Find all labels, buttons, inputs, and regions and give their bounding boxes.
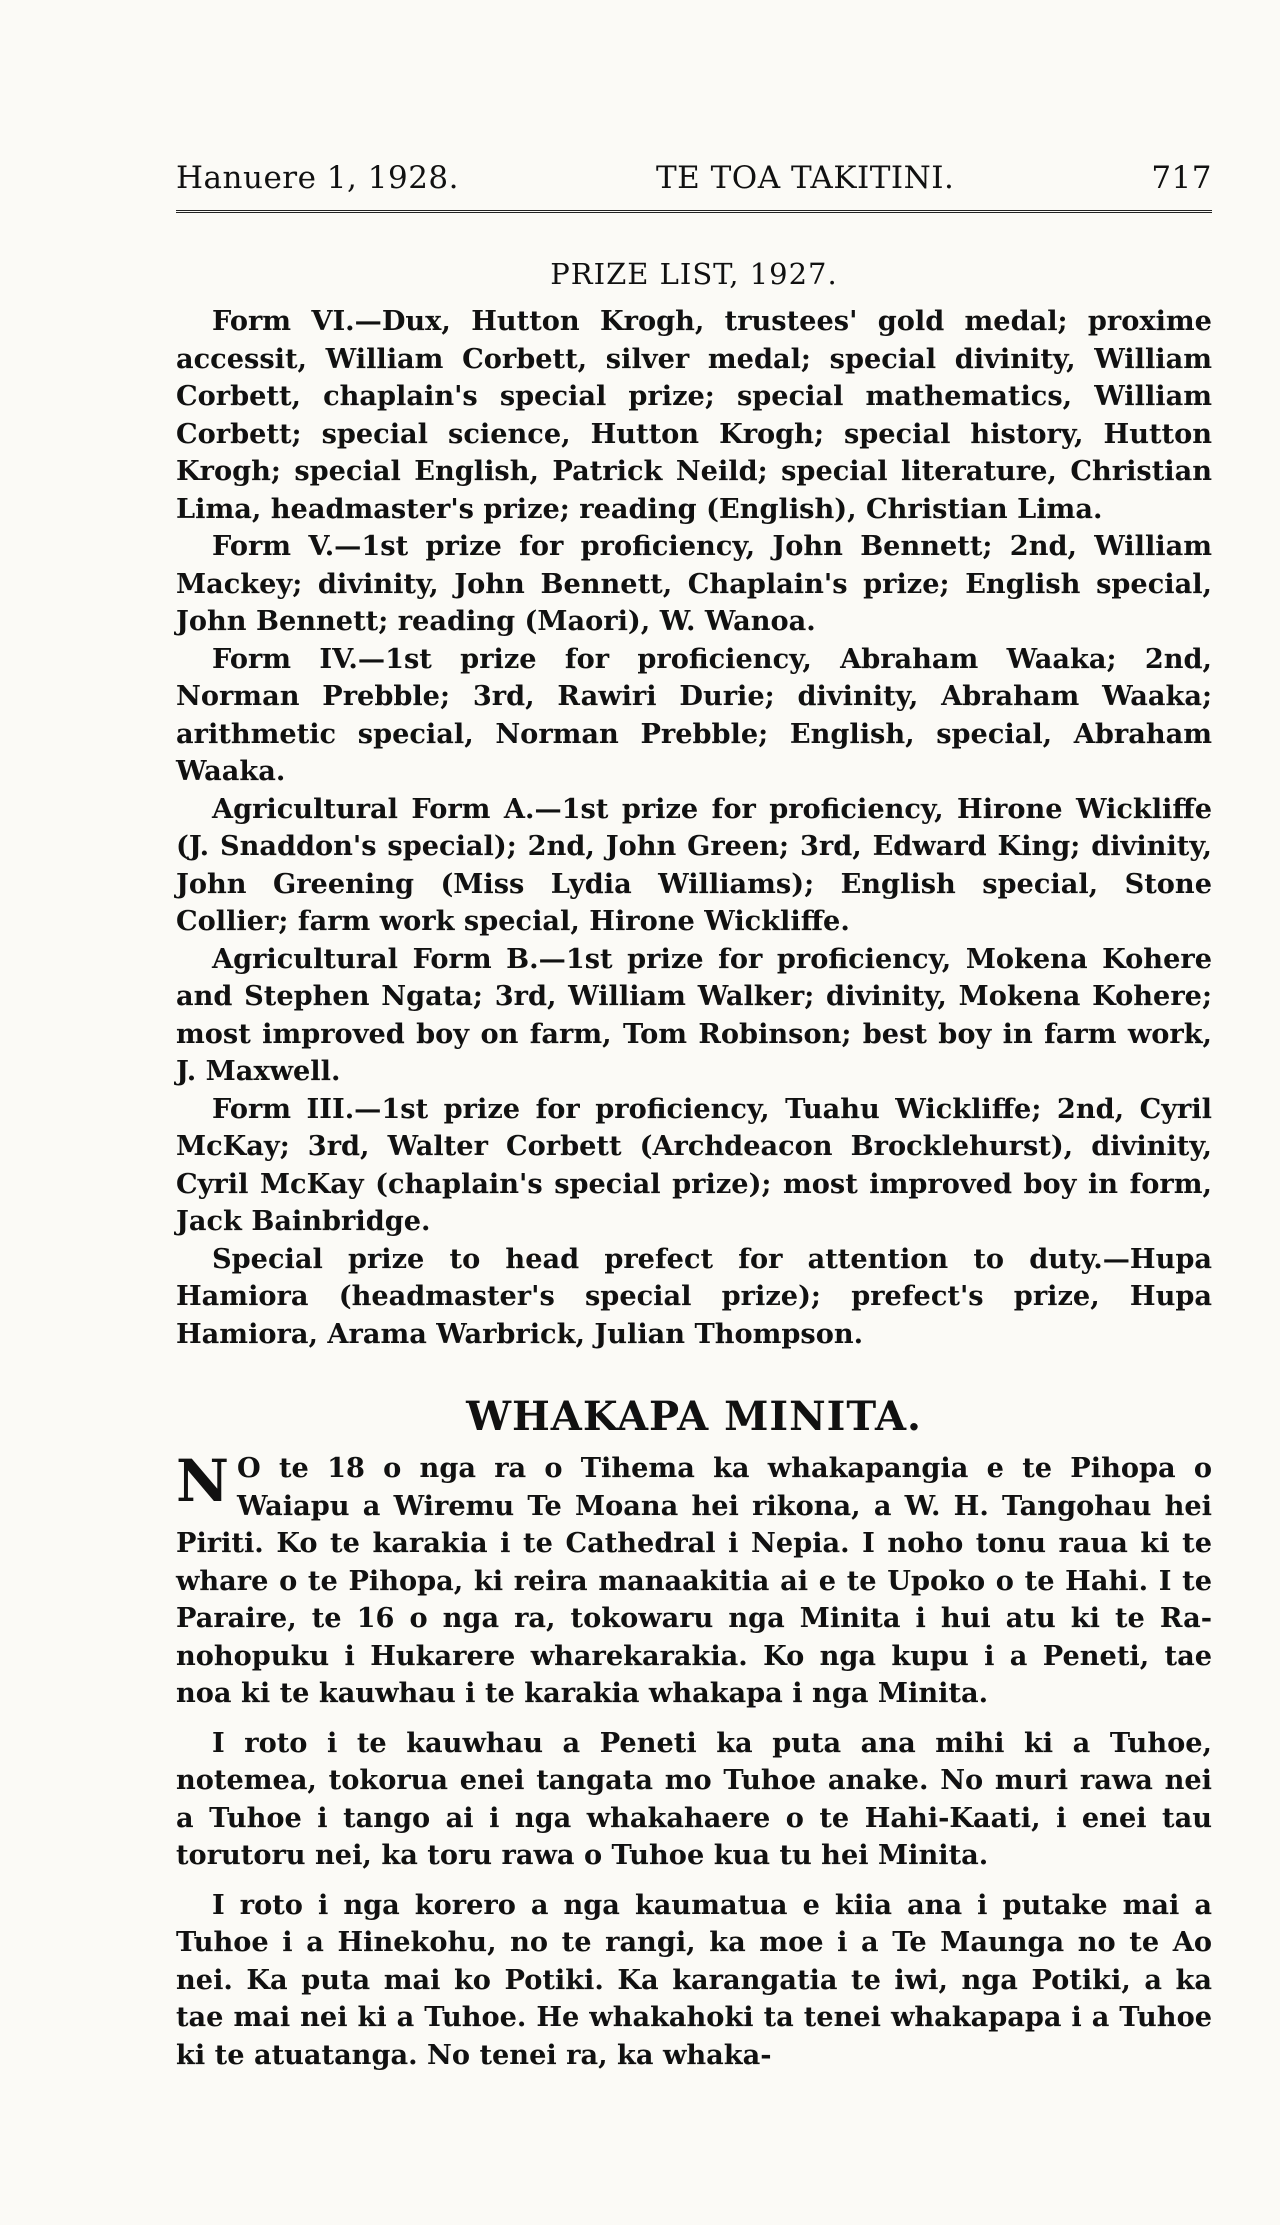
article-paragraph-1-text: O te 18 o nga ra o Tihema ka whakapangia e te Pihopa o Waiapu a Wiremu Te Moana hei rikona, a W. H. Tangohau hei Piriti. Ko te karakia i te Cathedral i Nepia. I noho tonu raua ki te whare o te Pihopa, ki reira manaakitia ai e te Upoko o te Hahi. I te Paraire, te 16 o nga ra, tokowaru nga Minita i hui atu ki te Ra- nohopuku i Hukarere wharekarakia. Ko nga kupu i a Peneti, tae noa ki te kauwhau i te karakia whakapa i nga Minita. xyxy=(176,1452,1212,1709)
article-paragraph-3-text: I roto i nga korero a nga kaumatua e kiia ana i putake mai a Tuhoe i a Hinekohu, no te rangi, ka moe i a Te Maunga no te Ao nei. Ka puta mai ko Potiki. Ka karangatia te iwi, nga Potiki, a ka tae mai nei ki a Tuhoe. He whakahoki ta tenei whakapapa i a Tuhoe ki te atuatanga. No tenei ra, ka whaka- xyxy=(176,1888,1212,2071)
form-3-label: Form III. xyxy=(212,1092,355,1125)
special-prize-paragraph xyxy=(176,1241,1212,1354)
header-page-number: 717 xyxy=(1151,160,1212,196)
form-3-text: —1st prize for proficiency, Tuahu Wickliffe; 2nd, Cyril McKay; 3rd, Walter Corbett (Archdeacon Brocklehurst), divinity, Cyril McKay (chaplain's special prize); most improved boy in form, Jack Bainbridge. xyxy=(176,1092,1212,1237)
agricultural-form-b-last-name: J. Maxwell. xyxy=(176,1055,341,1087)
page xyxy=(176,160,1212,2086)
form-6-label: Form VI. xyxy=(212,305,355,337)
drop-cap-letter: N xyxy=(176,1447,230,1515)
form-6-text: —Dux, Hutton Krogh, trustees' gold medal; proxime accessit, William Corbett, silver medal; special divinity, William Corbett, chaplain's special prize; special mathematics, William Corbett; special science, Hutton Krogh; special history, Hutton Krogh; special English, Patrick Neild; special literature, Christian Lima, headmaster's prize; reading (English), xyxy=(176,305,1212,525)
header-publication: TE TOA TAKITINI. xyxy=(655,160,955,196)
form-5-paragraph xyxy=(176,528,1212,641)
form-5-label: Form V. xyxy=(212,530,335,562)
special-prize-last-names: Arama Warbrick, Julian Thompson. xyxy=(327,1317,864,1350)
running-header xyxy=(176,160,1212,213)
agricultural-form-a-text: —1st prize for proficiency, Hirone Wickliffe (J. Snaddon's special); 2nd, John Green; 3rd, Edward King; divinity, John Greening (Miss Lydia Williams); English special, Stone Collier; farm work special, Hirone Wickliffe. xyxy=(176,792,1213,937)
agricultural-form-a-paragraph xyxy=(176,791,1212,941)
article-paragraph-1 xyxy=(176,1447,1212,1713)
agricultural-form-b-label: Agricultural Form B. xyxy=(212,942,539,975)
form-4-text: —1st prize for proficiency, Abraham Waaka; 2nd, Norman Prebble; 3rd, Rawiri Durie; divinity, Abraham Waaka; arithmetic special, Norman Prebble; English, special, Abraham Waaka. xyxy=(176,642,1212,787)
article-paragraph-2 xyxy=(176,1725,1212,1875)
special-prize-text: Special prize to head prefect for attention to duty.—Hupa Hamiora (headmaster's special prize); prefect's prize, Hupa Hamiora, xyxy=(176,1242,1212,1350)
agricultural-form-b-text: —1st prize for proficiency, Mokena Kohere and Stephen Ngata; 3rd, William Walker; divinity, Mokena Kohere; most improved boy on farm, Tom Robinson; best boy in farm work, xyxy=(176,942,1212,1050)
article-paragraph-2-text: I roto i te kauwhau a Peneti ka puta ana mihi ki a Tuhoe, notemea, tokorua enei tangata mo Tuhoe anake. No muri rawa nei a Tuhoe i tango ai i nga whakahaere o te Hahi-Kaati, i enei tau torutoru nei, ka toru rawa o Tuhoe kua tu hei Minita. xyxy=(176,1726,1212,1871)
form-5-text: —1st prize for proficiency, John Bennett; 2nd, William Mackey; divinity, John Bennett, Chaplain's prize; English special, John Bennett; reading (Maori), W. Wanoa. xyxy=(176,530,1213,637)
form-6-paragraph xyxy=(176,303,1212,528)
form-4-paragraph xyxy=(176,641,1212,791)
article-paragraph-3 xyxy=(176,1887,1212,2075)
form-4-label: Form IV. xyxy=(212,642,358,675)
agricultural-form-b-paragraph xyxy=(176,941,1212,1091)
form-6-last-name: Christian Lima. xyxy=(866,492,1103,525)
form-3-paragraph xyxy=(176,1091,1212,1241)
agricultural-form-a-label: Agricultural Form A. xyxy=(212,792,535,825)
article-title: WHAKAPA MINITA. xyxy=(466,1393,922,1440)
prize-list-title: PRIZE LIST, 1927. xyxy=(550,257,838,291)
header-date: Hanuere 1, 1928. xyxy=(176,160,459,196)
